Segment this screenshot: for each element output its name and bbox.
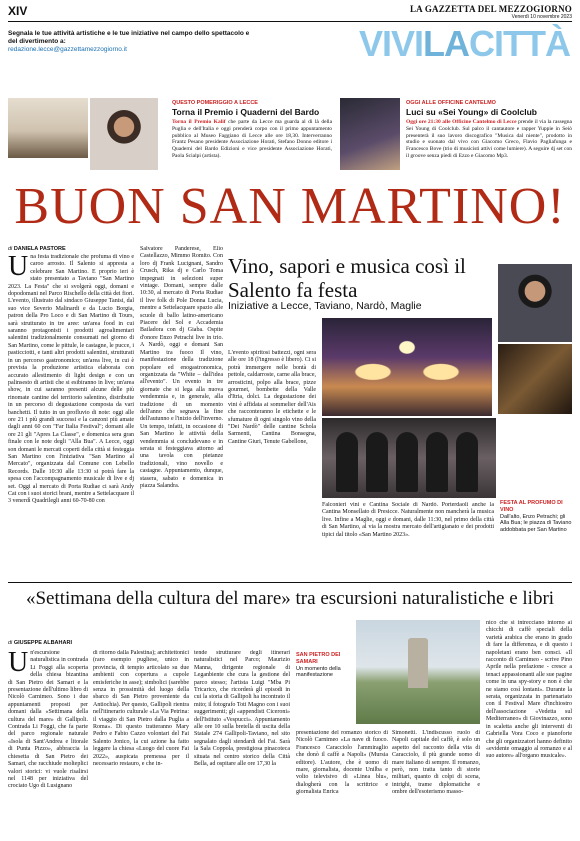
caption-kicker: FESTA AL PROFUMO DI VINO: [500, 500, 563, 513]
article2-column-6: nico che si intrecciano intorno ai chicchi di caffè speciali della varietà arabica che erano in grado di fare la differenza, e di questo i napoletani erano ben consci. «Il racconto di Carnimeo - scrive Pino Aprile nella prefazione - cresce a tenaci appassionanti alle sue pagine come in una spy-story e non è che ne siamo così lontani». Durante la serata, organizzata in partenariato con il Festival Mare d'inchiostro dell'associazione «Vedetta sul Mediterraneo» di Giovinazzo, sono in scaletta anche gli interventi di Gabriella Vora Coco e pianoforte che gli organizzatori hanno definito «evidente omaggio al romanzo e al suo autore» all'organo musicale».: [486, 620, 572, 760]
article2-column-5: Simonetti. L'indiscusso ruolo di Napoli capitale del caffè, è solo un aspetto del racconto della vita di Caracciolo, il più grande uomo di mare italiano di sempre. Il romanzo, però, non tratta tanto di storie militari, quanto di colpi di scena, intrighi, trame diplomatiche e ombre dell'esoterismo masso-: [392, 730, 480, 796]
teaser-kicker: OGGI ALLE OFFICINE CANTELMO: [406, 100, 496, 106]
notice-email[interactable]: redazione.lecce@gazzettamezzogiorno.it: [8, 46, 127, 53]
concert-photo: [340, 98, 400, 170]
band-member: [426, 432, 448, 492]
band-member: [366, 432, 388, 492]
photo-caption: [500, 500, 572, 534]
section-logo: [359, 24, 570, 64]
article1-column-3: L'evento spiritosi battezzi, ogni sera alle ore 18 (l'ingresso è libero). Ci si potrà immergere nelle bontà di pettole, caldarroste, carne alla brace, arrosticini, polpo alla brace, pizze gourmet, bombette della Valle d'Itria, dolci. La degustazione dei vini è affidata ai sommelier dell'Ais che racconteranno le etichette e le sfumature di ogni singolo vino della "Dei Nardò" delle cantine Schola Sarmenti, Cantina Bonsegna, Cantine Giuri, Tenute Gabellone,: [228, 350, 316, 445]
article2-column-4: presentazione del romanzo storico di Nicolò Carnimeo «La nave di fuoco. Francesco Caracciolo l'ammiraglio che donò il caffè a Napoli» (Mursia editore). L'autore, che è uomo di mare, giornalista, docente Unilba e volto televisivo di «Linea blu», dialogherà con la scrittrice e giornalista Enrica: [296, 730, 388, 796]
teaser-body: Oggi ore 21:30 alle Officine Cantelmo di Lecce prende il via la rassegna Sei Young di Coolclub. Sul palco il cantautore e rapper Yuppie in Seiò presenterà il suo lavoro discografico "Musica dal niente", prodotto in studio e suonato dal vivo con Giacomo Greco, Flavio Pagliafunga e Francesco Bove (trio di musicisti attivi come lumiere). A seguire dj set con il groove senza piedi di Ezzo e Giacomo Mp3.: [406, 119, 572, 159]
notice-text: Segnala le tue attività artistiche e le tue iniziative nel campo dello spettacolo e del divertimento a:: [8, 30, 250, 45]
article1-column-4: Falconieri vini e Cantina Sociale di Nardò. Porterdaoli anche la Cantina Monsellato di Presicce. Naturalmente non mancherà la musica live. Infine a Maglie, oggi e domani, dalle 11:30, nel primo della città di San Martino, al via la mostra mercato dell'artigianato e dei prodotti tipici dal titolo «San Martino 2023».: [322, 502, 494, 538]
drop-cap: U: [8, 650, 29, 678]
article1-byline: di DANIELA PASTORE: [8, 246, 66, 252]
teaser-body: Torna il Premio Kalif che parte da Lecce ma guarda al di là della Puglia e dell'Italia e oggi prenderà corpo con il primo appuntamento pubblico al Museo Faggiano di Lecce alle ore 18,30. Interverranno Frantz Pesano presidente Associazione Horati, Stefano Donno editore i Quaderni del Bardo Edizioni e vice presidente Associazione Horati, Paola Scialpi (artista).: [172, 119, 333, 159]
teaser-sei-young: [406, 100, 572, 160]
article2-column-1: Un'escursione naturalistica in contrada Li Foggi alla scoperta della chiesa bizantina di San Pietro dei Samari e la presentazione dell'ultimo libro di Nicolò Carnimeo. Sono i due appuntamenti proposti per domani dalla «Settimana della cultura del mare» di Gallipoli. Contrada Li Foggi, che fa parte del parco regionale naturale «Isola di Sant'Andrea e litorale di Punta Pizzo», abbraccia la chiesetta di San Pietro dei Samari, che racchiude molteplici valori storici: vi vuole risalirsi nel 1148 per iniziativa del crociato Ugo di Lusignano: [8, 650, 88, 790]
article2-column-3: tende strutturare degli itinerari naturalistici nel Parco; Maurizio Manna, dirigente regionale di Leganbiente che cura la gestione del parco stesso; l'artista Luigi "Mba Pi Tricarico, che ricorderà gli episodi in cui la storia di Gallipoli ha incontrato il mito; il fotografo Toti Magno con i suoi suggerimenti; gli «appendisti Ciceroni» dell'Istituto «Vespucci». Appuntamento alle ore 10 sulla bretella di uscita della Statale 274 Gallipoli-Taviano, nel sito segnalato dagli stendardi del Fai. Sarà la Sala Coppola, prestigiosa pinacoteca situata nel centro storico della Città Bella, ad ospitare alle ore 17,30 la: [194, 650, 290, 768]
article2-headline: «Settimana della cultura del mare» tra escursioni naturalistiche e libri: [25, 588, 555, 609]
teaser-bardo: [172, 100, 332, 160]
band-member: [396, 432, 418, 492]
drop-cap: U: [8, 254, 29, 282]
church-photo: [356, 620, 480, 724]
page-header: [8, 4, 572, 22]
band-member: [336, 432, 358, 492]
article2-byline: di GIUSEPPE ALBAHARI: [8, 640, 72, 646]
books-photo: [8, 98, 88, 158]
photo-caption: [296, 652, 352, 679]
caption-text: Dall'alto, Enzo Petrachi; gli Alla Bua; le piazza di Taviano addobbata per San Martino: [500, 513, 572, 534]
tower-shape: [408, 638, 428, 688]
teaser-kicker: QUESTO POMERIGGIO A LECCE: [172, 100, 258, 106]
issue-date: Venerdì 10 novembre 2023: [511, 14, 572, 20]
article2-column-2: di ritorno dalla Palestina); architettonici (raro esempio pugliese, unico in provincia, di tempio articolato su due ambienti con copertura a cupole emisferiche in asse); simbolici (sarebbe senza in prossimità del luogo della sbarco di San Pietro proveniente da Antiochia). Per questo, Gallipoli rientra nell'itinerario culturale «La Via Petrina: il viaggio di San Pietro dalla Puglia a Roma». Di questo tratteranno Mary Pedro e Fabio Cazzo volontari del Fai Salento Jonico, la cui azione ha fatto leggere la chiesa «Luogo del cuore Fai 2022», auspicata premessa per il necessario restauro, e che in-: [93, 650, 189, 768]
section-divider: [8, 582, 572, 583]
article1-headline: Vino, sapori e musica così il Salento fa festa: [228, 254, 466, 302]
article1-column-2: Salvatore Panderese, Elio Castellazzo, Mimmo Romito. Con loro dj Frank Lucignani, Sandro Crusch, Rika dj e Carlo Toma impegnati in selezioni super vintage. Domani, sempre dalle 10:30, al mercato di Porta Rudiae il live folk di Pole Donna Lucia, mentre a Settelacquare spazio alle scuole di ballo latino-americano Piacere del Sol e Accademia Bailadora con dj Giaba. Ospite d'onore Enzo Petrachi live in trio. A Nardò, oggi e domani San Martino tra fuoco Il vino, manifestazione della tradizione popolare ed enogastronomica, organizzata da "White – dall'idea all'evento". Un evento in tre giornate che si lega alla nuova vendemmia e, in generale, alla tradizione di un momento dell'anno che segnava la fine dell'autunno e l'inizio dell'inverno. Un tempo, infatti, in occasione di San Martino le attività della vendemmia si concludevano e in serata si festeggiava attorno ad una tavola con pietanze tradizionali, vino novello e castagne. Appuntamento, dunque, stasera, sabato e domenica in piazza Salandra.: [140, 246, 223, 489]
band-photo: [322, 418, 496, 498]
singer-photo: [498, 264, 572, 342]
teaser-title: Luci su «Sei Young» di Coolclub: [406, 107, 537, 117]
submission-notice: [8, 30, 258, 54]
mandolin-photo: [498, 344, 572, 414]
caption-text: Un momento della manifestazione: [296, 665, 341, 679]
luminarie-photo: [322, 318, 492, 416]
article1-column-1: Una festa tradizionale che profuma di vino e caroo arrosto. Il Salento si appresta a celebrare San Martino. E proprio ieri è stato presentato a Taviano "San Martino 2023. La Festa" che si svolgerà oggi, domani e dopodomani nel Parco Rischello della città dei fiori. L'evento, illustrato dal sindaco Giuseppe Tanisi, dal suo vice Severio Malinardi e da Lucio Borgia, patron della Pro Loco e di San Martino di Tours, sarà strutturato in tre aree: un'area food in cui saranno protagonisti i prodotti agroalimentari salentini tradizionalmente consumati nel giorno di San Martino, come le pittule, le castagne, le pucce, i pasticciotti, e tanti altri prodotti salentini, strutturati in un percorso gastronomico; un'area live, in cui è prevista la produzione artistica elaborata con accurato allestimento di light design e con un palinsesto di artisti che si esibiranno in live; un'area show, in cui saranno presenti alcune delle più rinomate cantine del territorio salentino, distribuite in un percorso di degustazione composta da vari banchetti. Il tutto in un profluvio di note: oggi alle ore 21 i più grandi successi e la canzoni più amate dagli anni 60 con "Far Italia Festival"; domani alle ore 21 gli "Apres La Classe", e domenica sera gran finale con le note degli "Alla Bua". A Lecce, oggi son domani le mercati coperti della città si festeggia San Martino con l'iniziativa "San Martino al Mercato", organizzata dal Comune con Lebello Records. Dalle 10:30 alle 13:30 si potrà fare la spesa con l'accompagnamento musicale di live e dj set. Oggi al mercato di Porta Rudiae ci sarà Andy Cat con i suoi storici brani, mentre a Settelacquare il 3 venerdì Quadrilegli anni 60-70-80 con: [8, 254, 134, 505]
article1-subhead: Iniziative a Lecce, Taviano, Nardò, Maglie: [228, 300, 422, 312]
page-number: XIV: [8, 4, 28, 18]
author-portrait-photo: [90, 98, 158, 170]
masthead: LA GAZZETTA DEL MEZZOGIORNO: [409, 4, 572, 14]
caption-kicker: SAN PIETRO DEI SAMARI: [296, 652, 341, 665]
teaser-title: Torna il Premio i Quaderni del Bardo: [172, 107, 320, 117]
band-member: [456, 432, 478, 492]
logo-citta: CITTÀ: [469, 23, 570, 64]
page-title: BUON SAN MARTINO!: [14, 178, 566, 235]
logo-la: LA: [423, 23, 470, 64]
logo-vivi: VIVI: [358, 23, 424, 64]
